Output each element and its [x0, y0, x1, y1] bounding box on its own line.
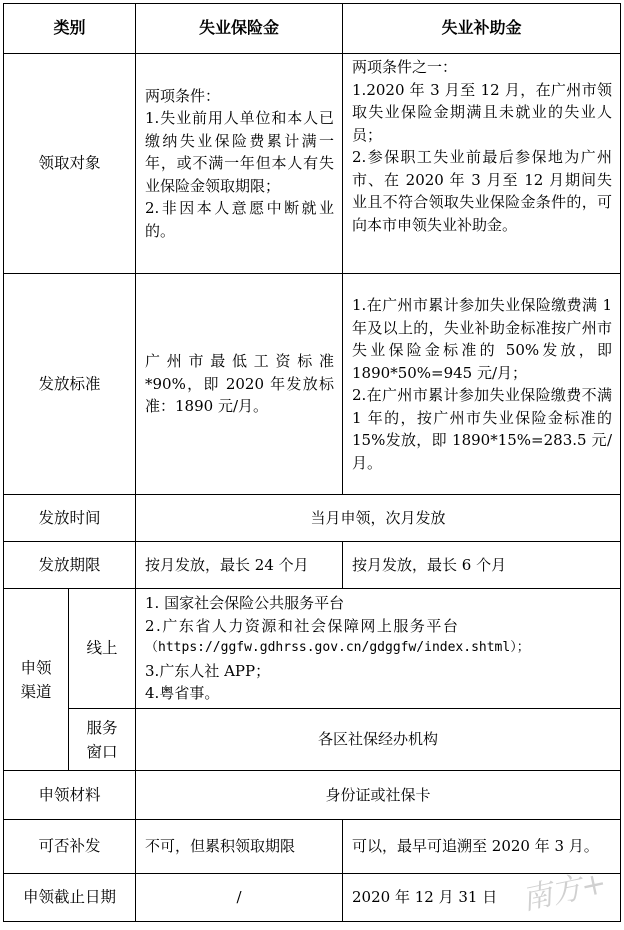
standard-insurance-line: 广州市最低工资标准*90%，即 2020 年发放标准：1890 元/月。	[145, 352, 335, 416]
channel-online-row	[4, 589, 621, 709]
standard-subsidy-line: 1.在广州市累计参加失业保险缴费满 1 年及以上的，失业补助金标准按广州市失业保险金标准的 50%发放，即 1890*50%=945 元/月；	[352, 296, 613, 382]
channel-label-text: 申领渠道	[20, 658, 52, 701]
header-unemployment-insurance: 失业保险金	[136, 4, 343, 54]
eligibility-subsidy-line: 1.2020 年 3 月至 12 月，在广州市领取失业保险金期满且未就业的失业人员；	[352, 80, 613, 144]
reissue-label: 可否补发	[4, 820, 136, 874]
eligibility-label: 领取对象	[4, 54, 136, 274]
channel-online-item: 1. 国家社会保险公共服务平台	[145, 594, 345, 613]
time-label: 发放时间	[4, 495, 136, 542]
reissue-row	[4, 820, 621, 874]
duration-insurance: 按月发放，最长 24 个月	[136, 542, 343, 589]
materials-label: 申领材料	[4, 771, 136, 820]
materials-row	[4, 771, 621, 820]
standard-label: 发放标准	[4, 274, 136, 495]
deadline-label: 申领截止日期	[4, 874, 136, 922]
materials-value: 身份证或社保卡	[136, 771, 621, 820]
duration-row	[4, 542, 621, 589]
header-row	[4, 4, 621, 54]
standard-row	[4, 274, 621, 495]
standard-insurance	[136, 274, 343, 495]
unemployment-benefit-table	[3, 3, 621, 922]
deadline-subsidy: 2020 年 12 月 31 日	[343, 874, 621, 922]
channel-window-value: 各区社保经办机构	[136, 709, 621, 771]
time-row	[4, 495, 621, 542]
header-unemployment-subsidy: 失业补助金	[343, 4, 621, 54]
standard-subsidy-line: 2.在广州市累计参加失业保险缴费不满 1 年的，按广州市失业保险金标准的 15%发放，即 1890*15%=283.5 元/月。	[352, 386, 613, 472]
eligibility-insurance-line: 1.失业前用人单位和本人已缴纳失业保险费累计满一年，或不满一年但本人有失业保险金领取期限；	[145, 109, 335, 195]
reissue-subsidy: 可以，最早可追溯至 2020 年 3 月。	[343, 820, 621, 874]
channel-window-row	[4, 709, 621, 771]
duration-label: 发放期限	[4, 542, 136, 589]
channel-online-list	[136, 589, 621, 709]
channel-online-item: 2.广东省人力资源和社会保障网上服务平台	[145, 616, 460, 635]
duration-subsidy: 按月发放，最长 6 个月	[343, 542, 621, 589]
channel-window-label-text: 服务窗口	[86, 718, 118, 761]
eligibility-insurance-line: 两项条件：	[145, 86, 221, 105]
eligibility-insurance-line: 2.非因本人意愿中断就业的。	[145, 199, 335, 240]
reissue-insurance: 不可，但累积领取期限	[136, 820, 343, 874]
channel-window-label	[69, 709, 136, 771]
eligibility-subsidy-line: 2.参保职工失业前最后参保地为广州市、在 2020 年 3 月至 12 月期间失业且不符合领取失业保险金条件的，可向本市申领失业补助金。	[352, 148, 613, 234]
deadline-insurance: /	[136, 874, 343, 922]
time-value: 当月申领，次月发放	[136, 495, 621, 542]
channel-online-item: 3.广东人社 APP；	[145, 661, 271, 680]
eligibility-subsidy	[343, 54, 621, 274]
eligibility-row	[4, 54, 621, 274]
channel-label	[4, 589, 69, 771]
header-category: 类别	[4, 4, 136, 54]
standard-subsidy	[343, 274, 621, 495]
eligibility-insurance	[136, 54, 343, 274]
eligibility-subsidy-line: 两项条件之一：	[352, 58, 458, 76]
channel-online-item: 4.粤省事。	[145, 684, 220, 703]
watermark-logo: 南方+	[518, 865, 610, 918]
channel-online-label: 线上	[69, 589, 136, 709]
channel-online-url: （https://ggfw.gdhrss.gov.cn/gdggfw/index.shtml）；	[145, 640, 530, 656]
